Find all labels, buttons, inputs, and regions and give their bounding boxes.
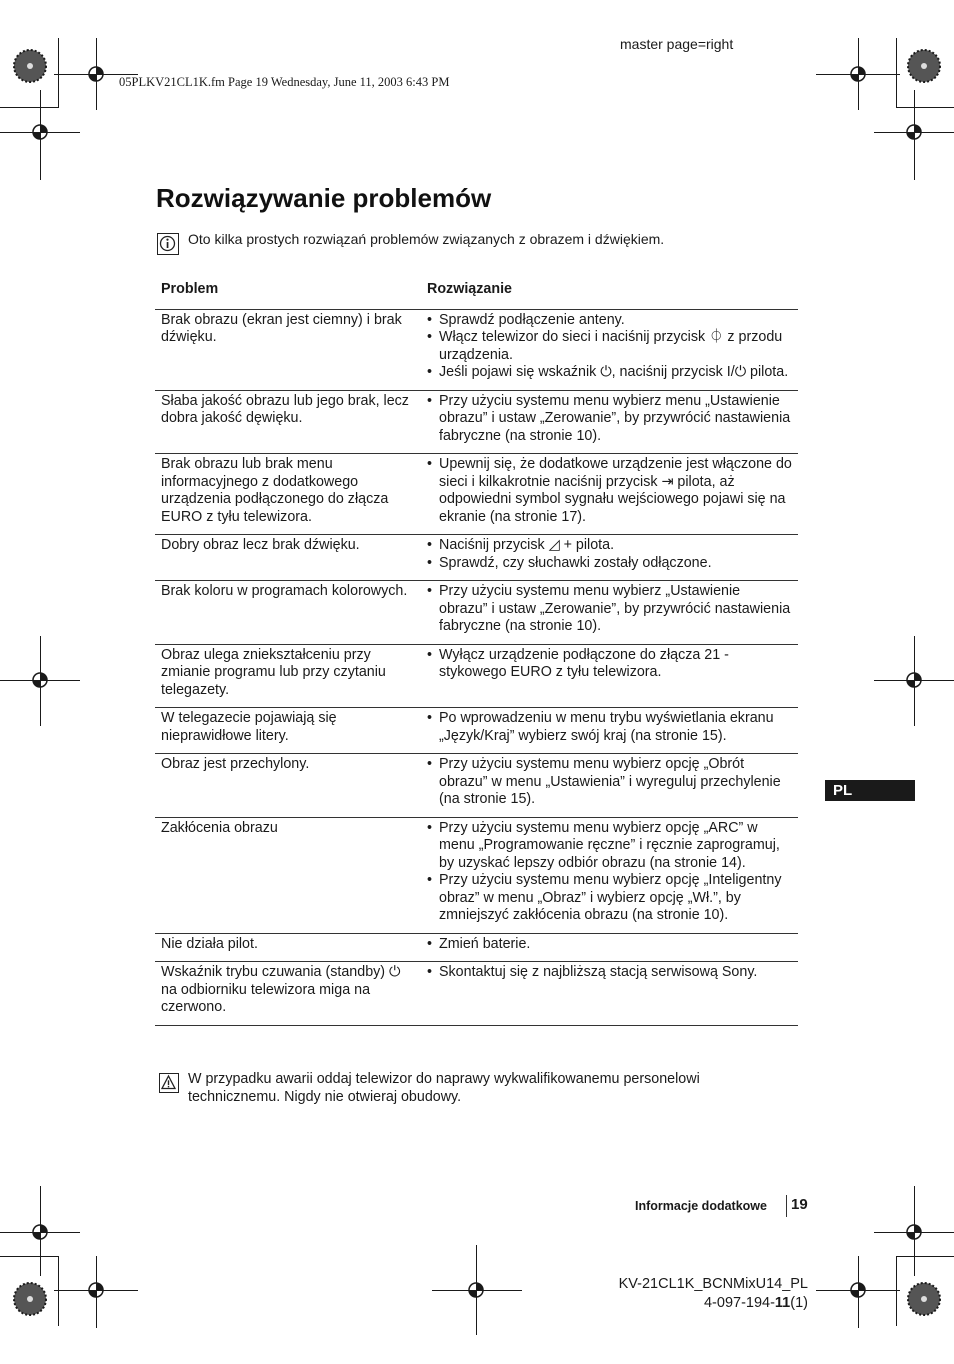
table-row [155,390,798,454]
table-row [155,754,798,818]
column-header-solution: Rozwiązanie [417,272,798,309]
document-code-bold: 11 [774,1295,791,1311]
solution-list [427,936,792,954]
troubleshooting-table [155,272,798,1026]
crop-mark [896,107,954,108]
registration-mark-icon [80,58,112,90]
info-icon [157,233,179,255]
solution-item: • Po wprowadzeniu w menu trybu wyświetlania ekranu „Język/Kraj” wybierz swój kraj (na stronie 15). [427,710,792,745]
page-number: 19 [791,1196,808,1213]
table-row [155,309,798,390]
solution-list [427,537,792,572]
solution-cell [417,390,798,454]
solution-item: • Przy użyciu systemu menu wybierz opcję „Obrót obrazu” w menu „Ustawienia” i wyreguluj przechylenie (na stronie 15). [427,756,792,809]
registration-mark-icon [898,664,930,696]
registration-mark-icon [842,58,874,90]
table-row [155,933,798,962]
problem-cell: Brak obrazu (ekran jest ciemny) i brak dźwięku. [155,309,417,390]
crop-mark [896,1256,954,1257]
crop-mark [58,1256,59,1326]
solution-item: • Przy użyciu systemu menu wybierz menu „Ustawienie obrazu” i ustaw „Zerowanie”, by przywrócić nastawienia fabryczne (na stronie 10). [427,393,792,446]
solution-item: • Zmień baterie. [427,936,792,954]
problem-cell: Nie działa pilot. [155,933,417,962]
color-target-icon [906,1281,942,1317]
solution-cell [417,933,798,962]
table-row [155,581,798,645]
page-title: Rozwiązywanie problemów [156,183,492,213]
column-header-problem: Problem [155,272,417,309]
registration-mark-icon [24,664,56,696]
footer-divider [786,1195,787,1217]
document-code-suffix: (1) [790,1295,808,1311]
table-row [155,535,798,581]
language-tab: PL [825,780,915,801]
registration-mark-icon [842,1274,874,1306]
solution-list [427,583,792,636]
table-row [155,817,798,933]
solution-item: • Przy użyciu systemu menu wybierz opcję „Inteligentny obraz” w menu „Obraz” i wybierz opcję „Wł.”, by zmniejszyć zakłócenia obrazu (na stronie 10). [427,872,792,925]
table-row [155,644,798,708]
crop-mark [0,1256,58,1257]
solution-cell [417,644,798,708]
solution-list [427,647,792,682]
solution-item: • Sprawdź, czy słuchawki zostały odłączone. [427,555,792,573]
table-row [155,708,798,754]
registration-mark-icon [80,1274,112,1306]
solution-cell [417,708,798,754]
solution-item: • Włącz telewizor do sieci i naciśnij przycisk ⏀ z przodu urządzenia. [427,329,792,364]
solution-list [427,456,792,526]
solution-cell [417,454,798,535]
solution-item: • Sprawdź podłączenie anteny. [427,312,792,330]
solution-list [427,756,792,809]
color-target-icon [12,48,48,84]
solution-item: • Wyłącz urządzenie podłączone do złącza 21 - stykowego EURO z tyłu telewizora. [427,647,792,682]
intro-text: Oto kilka prostych rozwiązań problemów związanych z obrazem i dźwiękiem. [188,231,665,247]
table-body [155,309,798,1025]
solution-item: • Naciśnij przycisk ◿ + pilota. [427,537,792,555]
registration-mark-icon [898,1216,930,1248]
solution-cell [417,535,798,581]
solution-list [427,312,792,382]
solution-item: • Przy użyciu systemu menu wybierz „Ustawienie obrazu” i ustaw „Zerowanie”, by przywrócić nastawienia fabryczne (na stronie 10). [427,583,792,636]
solution-item: • Jeśli pojawi się wskaźnik ⏻, naciśnij przycisk I/⏻ pilota. [427,364,792,382]
color-target-icon [12,1281,48,1317]
master-page-label: master page=right [620,36,734,52]
registration-mark-icon [24,1216,56,1248]
solution-list [427,964,792,982]
table-row [155,962,798,1026]
solution-cell [417,754,798,818]
document-code-prefix: 4-097-194- [703,1295,775,1311]
solution-cell [417,309,798,390]
problem-cell: Brak koloru w programach kolorowych. [155,581,417,645]
problem-cell: Obraz ulega zniekształceniu przy zmianie programu lub przy czytaniu telegazety. [155,644,417,708]
solution-list [427,820,792,925]
problem-cell: Zakłócenia obrazu [155,817,417,933]
file-info: 05PLKV21CL1K.fm Page 19 Wednesday, June 11, 2003 6:43 PM [119,75,450,89]
problem-cell: Słaba jakość obrazu lub jego brak, lecz dobra jakość dęwięku. [155,390,417,454]
crop-mark [896,1256,897,1326]
solution-list [427,393,792,446]
footer-section: Informacje dodatkowe [635,1199,767,1213]
registration-mark-icon [460,1274,492,1306]
document-code [600,1295,808,1311]
problem-cell: Dobry obraz lecz brak dźwięku. [155,535,417,581]
solution-cell [417,581,798,645]
crop-mark [896,38,897,108]
crop-mark [0,107,58,108]
solution-item: • Upewnij się, że dodatkowe urządzenie jest włączone do sieci i kilkakrotnie naciśnij przycisk ⇥ pilota, aż odpowiedni symbol sygnału wejściowego pojawi się na ekranie (na stronie 17). [427,456,792,526]
solution-list [427,710,792,745]
solution-cell [417,962,798,1026]
model-code: KV-21CL1K_BCNMixU14_PL [618,1276,808,1292]
solution-item: • Przy użyciu systemu menu wybierz opcję „ARC” w menu „Programowanie ręczne” i ręcznie zaprogramuj, by uzyskać lepszy odbiór obrazu (na stronie 14). [427,820,792,873]
problem-cell: W telegazecie pojawiają się nieprawidłowe litery. [155,708,417,754]
registration-mark-icon [898,116,930,148]
solution-item: • Skontaktuj się z najbliższą stacją serwisową Sony. [427,964,792,982]
color-target-icon [906,48,942,84]
problem-cell: Wskaźnik trybu czuwania (standby) ⏻ na odbiorniku telewizora miga na czerwono. [155,962,417,1026]
warning-text: W przypadku awarii oddaj telewizor do naprawy wykwalifikowanemu personelowi technicznemu. Nigdy nie otwieraj obudowy. [188,1071,700,1105]
solution-cell [417,817,798,933]
table-row [155,454,798,535]
problem-cell: Obraz jest przechylony. [155,754,417,818]
warning-triangle-icon [159,1073,179,1093]
problem-cell: Brak obrazu lub brak menu informacyjnego z dodatkowego urządzenia podłączonego do złącza EURO z tyłu telewizora. [155,454,417,535]
crop-mark [58,38,59,108]
registration-mark-icon [24,116,56,148]
